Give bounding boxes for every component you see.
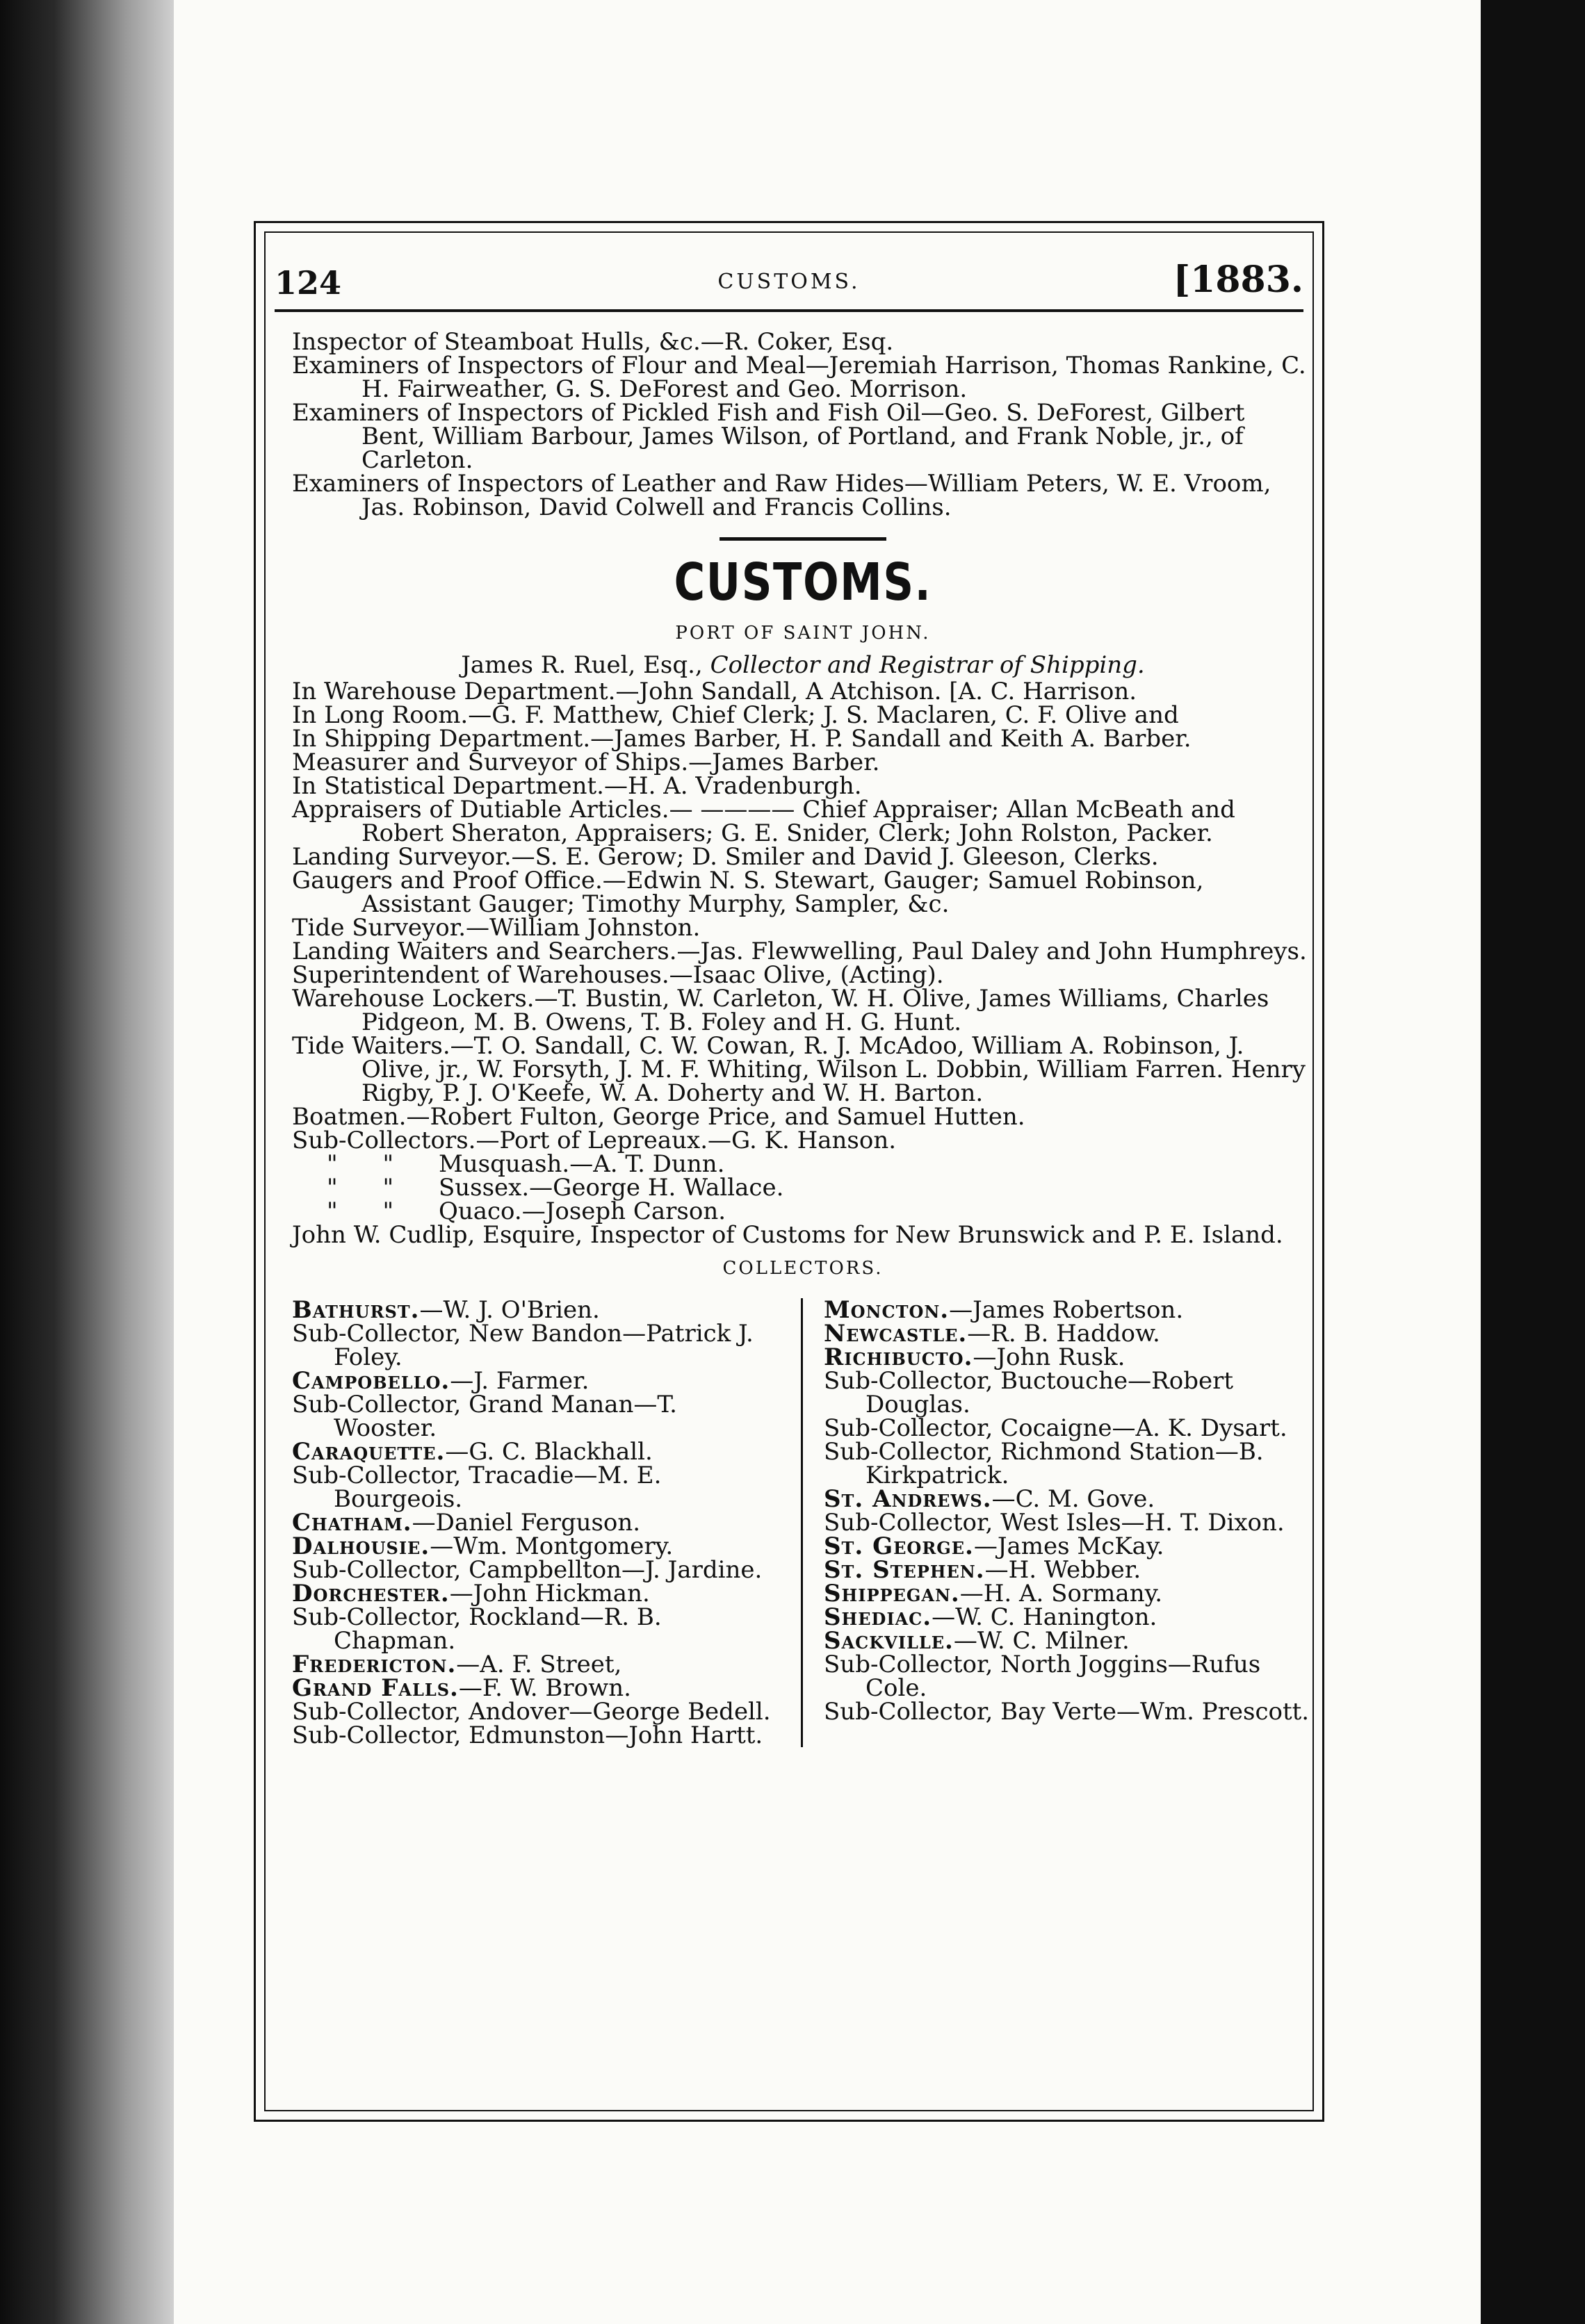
collector-entry bbox=[824, 1345, 1314, 1369]
collector-entry: Sub-Collector, Rockland—R. B. Chapman. bbox=[292, 1603, 662, 1655]
collector-name: —H. Webber. bbox=[984, 1556, 1141, 1584]
collector-entry: Sub-Collector, Buctouche—Robert Douglas. bbox=[824, 1367, 1233, 1418]
collectors-left-column bbox=[292, 1298, 803, 1747]
running-head: CUSTOMS. bbox=[717, 270, 861, 294]
ditto-entry: " " Quaco.—Joseph Carson. bbox=[327, 1197, 726, 1225]
collector-name: —J. Farmer. bbox=[450, 1367, 590, 1395]
collector-name: —John Hickman. bbox=[449, 1580, 650, 1607]
collector-entry bbox=[292, 1298, 780, 1322]
collector-entry: Sub-Collector, Cocaigne—A. K. Dysart. bbox=[824, 1414, 1287, 1442]
section-title: CUSTOMS. bbox=[674, 553, 932, 612]
collectors-right-column bbox=[803, 1298, 1314, 1747]
staff-entry: In Statistical Department.—H. A. Vradenburgh. bbox=[292, 772, 862, 800]
collector-place: Sackville. bbox=[824, 1627, 954, 1655]
collector-entry bbox=[292, 1676, 780, 1700]
ditto-entry: " " Musquash.—A. T. Dunn. bbox=[327, 1150, 725, 1178]
collector-entry bbox=[824, 1532, 1314, 1560]
ditto-entry: " " Sussex.—George H. Wallace. bbox=[327, 1174, 784, 1202]
collector-place: Chatham. bbox=[292, 1509, 412, 1537]
collector-place: Grand Falls. bbox=[292, 1674, 459, 1702]
intro-entry: Inspector of Steamboat Hulls, &c.—R. Coker, Esq. bbox=[292, 328, 894, 356]
section-divider bbox=[720, 537, 886, 541]
collector-name: —James McKay. bbox=[973, 1532, 1164, 1560]
port-heading: PORT OF SAINT JOHN. bbox=[675, 623, 931, 644]
inspector-entry: John W. Cudlip, Esquire, Inspector of Customs for New Brunswick and P. E. Island. bbox=[292, 1221, 1283, 1249]
collector-place: Richibucto. bbox=[824, 1343, 973, 1371]
collector-entry: Sub-Collector, Bay Verte—Wm. Prescott. bbox=[824, 1698, 1310, 1726]
collector-entry bbox=[824, 1487, 1314, 1511]
collector-place: Moncton. bbox=[824, 1296, 950, 1324]
header-rule bbox=[275, 309, 1303, 312]
collector-name: —Wm. Montgomery. bbox=[430, 1532, 674, 1560]
collector-entry bbox=[824, 1582, 1314, 1605]
collector-place: Fredericton. bbox=[292, 1651, 457, 1678]
staff-entry: Tide Surveyor.—William Johnston. bbox=[292, 914, 701, 942]
collector-entry bbox=[824, 1605, 1314, 1629]
collector-place: Newcastle. bbox=[824, 1320, 968, 1348]
collector-entry bbox=[292, 1511, 780, 1535]
collectors-heading: COLLECTORS. bbox=[722, 1258, 884, 1279]
collector-name: —H. A. Sormany. bbox=[959, 1580, 1163, 1607]
intro-entry: Examiners of Inspectors of Pickled Fish and Fish Oil—Geo. S. DeForest, Gilbert Bent, William Barbour, James Wilson, of Portland, and Frank Noble, jr., of Carleton. bbox=[292, 399, 1245, 474]
collector-line bbox=[292, 653, 1314, 677]
collector-entry: Sub-Collector, North Joggins—Rufus Cole. bbox=[824, 1651, 1261, 1702]
staff-entry: Measurer and Surveyor of Ships.—James Barber. bbox=[292, 748, 880, 776]
collector-entry bbox=[292, 1582, 780, 1605]
staff-entry: In Long Room.—G. F. Matthew, Chief Clerk; J. S. Maclaren, C. F. Olive and bbox=[292, 701, 1179, 729]
collector-place: Shediac. bbox=[824, 1603, 932, 1631]
collector-title: Collector and Registrar of Shipping. bbox=[710, 651, 1145, 679]
collector-name: —James Robertson. bbox=[949, 1296, 1184, 1324]
collector-name: —R. B. Haddow. bbox=[967, 1320, 1160, 1348]
collector-place: Campobello. bbox=[292, 1367, 450, 1395]
collector-name: —A. F. Street, bbox=[456, 1651, 622, 1678]
book-spine bbox=[0, 0, 181, 2324]
collector-entry bbox=[824, 1558, 1314, 1582]
collector-place: Shippegan. bbox=[824, 1580, 960, 1607]
collector-name: —F. W. Brown. bbox=[458, 1674, 631, 1702]
collector-entry: Sub-Collector, Tracadie—M. E. Bourgeois. bbox=[292, 1462, 662, 1513]
collector-entry: Sub-Collector, Andover—George Bedell. bbox=[292, 1698, 771, 1726]
collector-place: Caraquette. bbox=[292, 1438, 446, 1466]
staff-entry: In Shipping Department.—James Barber, H. P. Sandall and Keith A. Barber. bbox=[292, 725, 1192, 753]
collector-entry bbox=[292, 1532, 780, 1560]
collector-entry: Sub-Collector, Campbellton—J. Jardine. bbox=[292, 1556, 763, 1584]
staff-entry: Boatmen.—Robert Fulton, George Price, and Samuel Hutten. bbox=[292, 1103, 1025, 1131]
collector-entry bbox=[824, 1320, 1314, 1348]
staff-entry: Appraisers of Dutiable Articles.— ———— Chief Appraiser; Allan McBeath and Robert Sheraton, Appraisers; G. E. Snider, Clerk; John Rolston, Packer. bbox=[292, 796, 1235, 847]
collector-place: St. George. bbox=[824, 1532, 974, 1560]
staff-entry: In Warehouse Department.—John Sandall, A Atchison. [A. C. Harrison. bbox=[292, 678, 1137, 705]
collector-entry: Sub-Collector, Grand Manan—T. Wooster. bbox=[292, 1391, 677, 1442]
collector-name: —W. C. Hanington. bbox=[932, 1603, 1157, 1631]
collector-entry: Sub-Collector, Edmunston—John Hartt. bbox=[292, 1721, 763, 1749]
collector-entry bbox=[824, 1629, 1314, 1653]
collector-place: Bathurst. bbox=[292, 1296, 420, 1324]
collector-name: —W. J. O'Brien. bbox=[419, 1296, 600, 1324]
intro-entry: Examiners of Inspectors of Leather and Raw Hides—William Peters, W. E. Vroom, Jas. Robinson, David Colwell and Francis Collins. bbox=[292, 470, 1271, 521]
collector-name: —Daniel Ferguson. bbox=[412, 1509, 641, 1537]
collector-place: Dorchester. bbox=[292, 1580, 450, 1607]
collector-name: —C. M. Gove. bbox=[991, 1485, 1155, 1513]
collector-name: —John Rusk. bbox=[973, 1343, 1125, 1371]
collector-entry bbox=[292, 1369, 780, 1393]
staff-entry: Tide Waiters.—T. O. Sandall, C. W. Cowan, R. J. McAdoo, William A. Robinson, J. Olive, jr., W. Forsyth, J. M. F. Whiting, Wilson L. Dobbin, William Farren. Henry Rigby, P. J. O'Keefe, W. A. Doherty and W. H. Barton. bbox=[292, 1032, 1306, 1107]
collector-entry: Sub-Collector, New Bandon—Patrick J. Foley. bbox=[292, 1320, 754, 1371]
collector-name: —G. C. Blackhall. bbox=[445, 1438, 653, 1466]
collector-place: Dalhousie. bbox=[292, 1532, 430, 1560]
page-header bbox=[275, 250, 1303, 306]
staff-entry: Warehouse Lockers.—T. Bustin, W. Carleton, W. H. Olive, James Williams, Charles Pidgeon, M. B. Owens, T. B. Foley and H. G. Hunt. bbox=[292, 985, 1269, 1036]
facing-page-edge bbox=[1481, 0, 1585, 2324]
collector-entry bbox=[292, 1653, 780, 1676]
collector-place: St. Stephen. bbox=[824, 1556, 985, 1584]
staff-entry: Sub-Collectors.—Port of Lepreaux.—G. K. Hanson. bbox=[292, 1127, 897, 1154]
page-number: 124 bbox=[275, 264, 342, 302]
collector-name: —W. C. Milner. bbox=[953, 1627, 1130, 1655]
staff-entry: Landing Surveyor.—S. E. Gerow; D. Smiler and David J. Gleeson, Clerks. bbox=[292, 843, 1159, 871]
collector-entry: Sub-Collector, West Isles—H. T. Dixon. bbox=[824, 1509, 1285, 1537]
page-body bbox=[292, 330, 1314, 1747]
collectors-columns bbox=[292, 1298, 1314, 1747]
collector-place: St. Andrews. bbox=[824, 1485, 992, 1513]
collector-entry bbox=[824, 1298, 1314, 1322]
staff-entry: Gaugers and Proof Office.—Edwin N. S. Stewart, Gauger; Samuel Robinson, Assistant Gauger; Timothy Murphy, Sampler, &c. bbox=[292, 867, 1204, 918]
year-label: [1883. bbox=[1173, 259, 1303, 301]
staff-entry: Superintendent of Warehouses.—Isaac Olive, (Acting). bbox=[292, 961, 944, 989]
collector-entry: Sub-Collector, Richmond Station—B. Kirkpatrick. bbox=[824, 1438, 1264, 1489]
collector-name: James R. Ruel, Esq., bbox=[461, 651, 703, 679]
staff-entry: Landing Waiters and Searchers.—Jas. Flewwelling, Paul Daley and John Humphreys. bbox=[292, 938, 1307, 965]
intro-entry: Examiners of Inspectors of Flour and Meal—Jeremiah Harrison, Thomas Rankine, C. H. Fairweather, G. S. DeForest and Geo. Morrison. bbox=[292, 352, 1306, 403]
collector-entry bbox=[292, 1440, 780, 1464]
